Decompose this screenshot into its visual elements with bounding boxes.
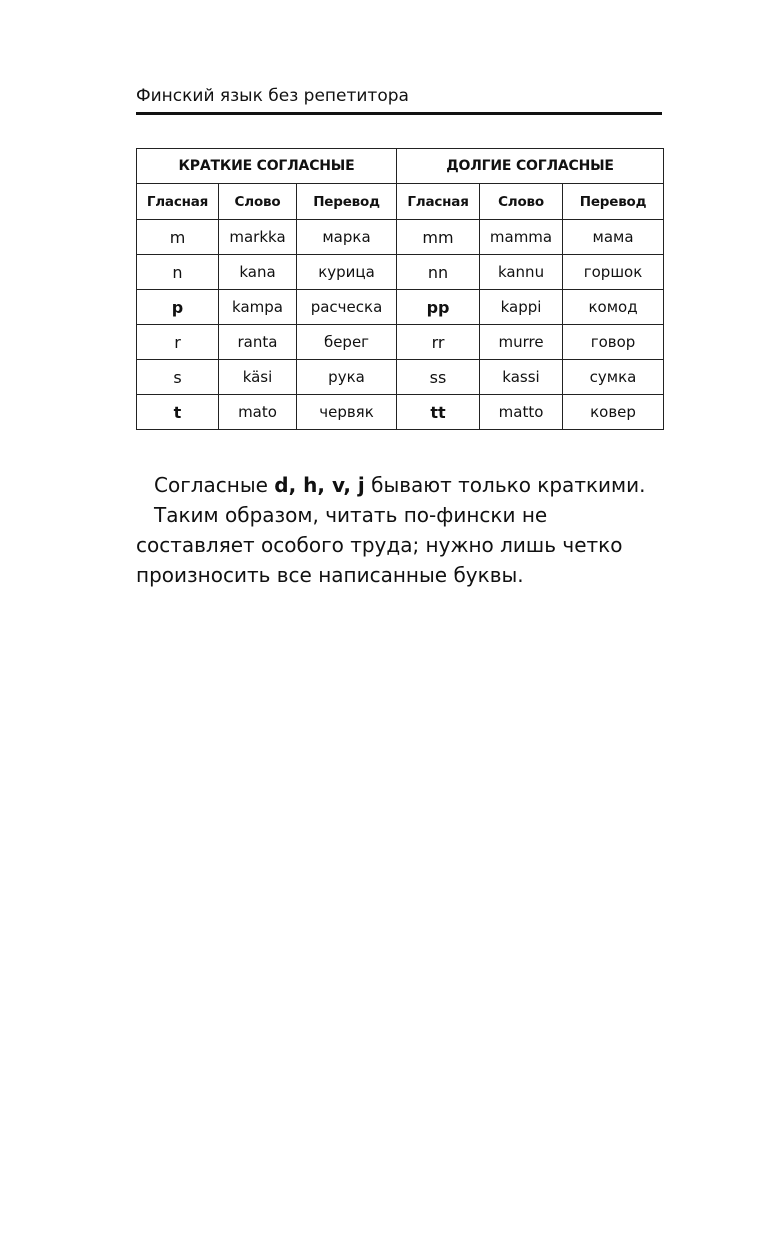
cell-short-word: käsi (219, 360, 297, 395)
consonants-table (136, 148, 664, 430)
cell-short-word: kampa (219, 290, 297, 325)
cell-short-letter: s (137, 360, 219, 395)
cell-long-letter: ss (397, 360, 480, 395)
para1-text-start: Согласные (154, 473, 275, 497)
group-header-short: КРАТКИЕ СОГЛАСНЫЕ (137, 149, 397, 184)
para1-text-end: бывают только краткими. (364, 473, 646, 497)
cell-long-word: kannu (480, 255, 563, 290)
paragraph-consonants-note (136, 470, 664, 500)
para1-bold-letters: d, h, v, j (274, 473, 365, 497)
cell-short-translation: берег (297, 325, 397, 360)
paragraph-reading-note: Таким образом, читать по-фински не составляет особого труда; нужно лишь четко произносить все написанные буквы. (136, 503, 623, 587)
column-header: Гласная (397, 184, 480, 220)
cell-long-letter: rr (397, 325, 480, 360)
cell-short-word: mato (219, 395, 297, 430)
cell-short-word: kana (219, 255, 297, 290)
cell-long-translation: комод (563, 290, 664, 325)
cell-long-word: kassi (480, 360, 563, 395)
cell-short-letter: n (137, 255, 219, 290)
cell-long-letter: pp (397, 290, 480, 325)
cell-long-translation: говор (563, 325, 664, 360)
cell-long-letter: nn (397, 255, 480, 290)
running-head: Финский язык без репетитора (136, 86, 409, 106)
cell-long-word: kappi (480, 290, 563, 325)
cell-short-translation: курица (297, 255, 397, 290)
column-header: Слово (219, 184, 297, 220)
cell-short-translation: расческа (297, 290, 397, 325)
cell-short-word: markka (219, 220, 297, 255)
cell-short-translation: марка (297, 220, 397, 255)
column-header: Перевод (297, 184, 397, 220)
table-row (137, 325, 664, 360)
table-row (137, 395, 664, 430)
cell-long-letter: mm (397, 220, 480, 255)
cell-long-translation: мама (563, 220, 664, 255)
cell-long-word: matto (480, 395, 563, 430)
cell-long-word: murre (480, 325, 563, 360)
cell-short-letter: t (137, 395, 219, 430)
cell-short-translation: червяк (297, 395, 397, 430)
table-row (137, 360, 664, 395)
column-header: Перевод (563, 184, 664, 220)
table-row (137, 255, 664, 290)
cell-long-translation: горшок (563, 255, 664, 290)
cell-short-letter: m (137, 220, 219, 255)
table-row (137, 220, 664, 255)
cell-short-translation: рука (297, 360, 397, 395)
cell-long-letter: tt (397, 395, 480, 430)
cell-short-letter: p (137, 290, 219, 325)
cell-long-word: mamma (480, 220, 563, 255)
cell-long-translation: сумка (563, 360, 664, 395)
cell-short-word: ranta (219, 325, 297, 360)
table-row (137, 290, 664, 325)
column-header: Гласная (137, 184, 219, 220)
cell-short-letter: r (137, 325, 219, 360)
group-header-long: ДОЛГИЕ СОГЛАСНЫЕ (397, 149, 664, 184)
header-rule (136, 112, 662, 115)
cell-long-translation: ковер (563, 395, 664, 430)
column-header: Слово (480, 184, 563, 220)
body-text (136, 470, 664, 590)
